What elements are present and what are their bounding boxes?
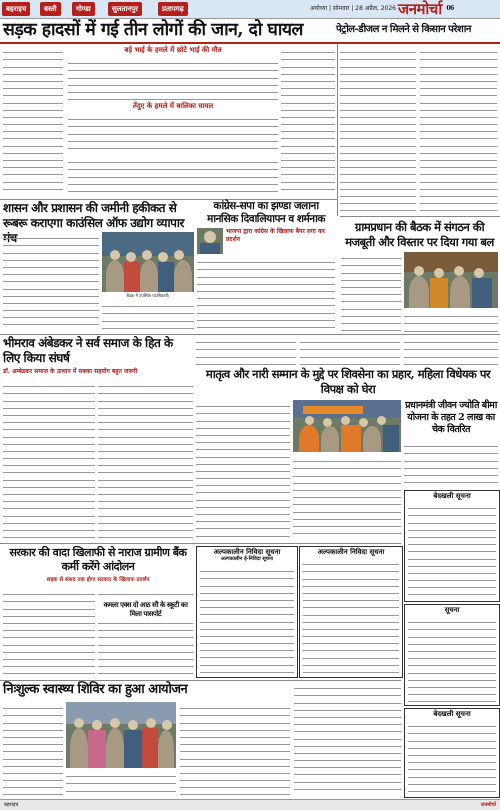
sarkar-subhead: सड़क से संसद तक होगा सरकार के खिलाफ प्रदर्शन <box>46 577 150 583</box>
section-divider-3 <box>0 543 401 544</box>
lead-subhead[interactable]: बड़े भाई के हमले में छोटे भाई की मौत <box>124 45 222 54</box>
bhimrao-body-1 <box>3 380 95 540</box>
matritva-headline[interactable]: मातृत्व और नारी सम्मान के मुद्दे पर शिवसेना का प्रहार, महिला विधेयक पर विपक्ष को घेरा <box>205 367 491 396</box>
congress-headline[interactable]: कांग्रेस-सपा का झण्डा जलाना मानसिक दिवालियापन व शर्मनाक <box>207 200 325 225</box>
bhimrao-subhead: डॉ. अम्बेडकर समाज के उत्थान में सबका सहयोग बहुत जरूरी <box>3 368 138 375</box>
health-camp-photo <box>66 702 176 768</box>
right-notice-title: अल्पकालीन निविदा सूचना <box>317 547 385 556</box>
shivsena-photo <box>293 400 401 452</box>
left-column-text <box>3 46 63 196</box>
section-divider-2 <box>0 334 500 335</box>
page-number: 06 <box>446 5 454 12</box>
right-top-headline[interactable]: पेट्रोल-डीजल न मिलने से किसान परेशान <box>336 24 471 35</box>
matritva-body-1 <box>196 400 290 540</box>
page-footer <box>0 799 500 810</box>
bedakhali-notice <box>404 490 500 602</box>
middle-tender-notice <box>196 546 298 678</box>
center-mid-body-2 <box>300 336 400 366</box>
lead-body-3 <box>68 156 278 196</box>
district-tab-basti[interactable]: बस्ती <box>40 2 61 16</box>
gram-body-2 <box>404 310 498 332</box>
right-mid-body <box>404 336 498 366</box>
nishulk-body-2 <box>66 770 176 796</box>
gram-body-1 <box>341 252 401 332</box>
bhimrao-headline[interactable]: भीमराव अंबेडकर ने सर्व समाज के हित के लिए किया संघर्ष <box>3 336 173 365</box>
center-column-text <box>281 46 335 196</box>
sarkar-body-1 <box>3 588 95 678</box>
right-top-body-1 <box>340 46 416 214</box>
right-bottom-notice-label: सूचना <box>444 605 460 614</box>
district-tab-pratapgarh[interactable]: प्रतापगढ़ <box>158 2 188 16</box>
right-tender-notice <box>299 546 403 678</box>
nishulk-body-3 <box>180 702 290 796</box>
nishulk-body-4 <box>294 682 401 796</box>
sarkar-headline[interactable]: सरकार की वादा खिलाफी से नाराज ग्रामीण बैंक कर्मी करेंगे आंदोलन <box>9 546 187 573</box>
right-bottom-notice <box>404 604 500 706</box>
shasan-body-2 <box>102 300 194 332</box>
masthead-text: जनमोर्चा <box>398 0 442 18</box>
shasan-body-1 <box>3 232 99 332</box>
shasan-headline[interactable]: शासन और प्रशासन की जमीनी हकीकत से रूबरू कराएगा काउंसिल ऑफ उद्योग व्यापार मंच <box>3 201 184 245</box>
nishulk-body-1 <box>3 702 63 796</box>
dateline: अयोध्या | सोमवार | 28 अप्रैल, 2026 <box>310 5 396 12</box>
right-divider <box>340 216 500 217</box>
middle-notice-subtitle: अल्पकालीन ई-निविदा सूचना <box>220 556 274 562</box>
center-mid-body <box>196 336 296 366</box>
bottom-bedakhali-title: बेदखली सूचना <box>433 709 471 718</box>
footer-left: बहराइच <box>4 802 19 808</box>
lead-body-1 <box>68 57 278 101</box>
district-tab-sultanpur[interactable]: सुलतानपुर <box>108 2 142 16</box>
photo-caption: बैठक में उपस्थित पदाधिकारी। <box>126 293 170 298</box>
gram-headline[interactable]: ग्रामप्रधान की बैठक में संगठन की मजबूती और विस्तार पर दिया गया बल <box>345 220 494 249</box>
middle-notice-title: अल्पकालीन निविदा सूचना <box>213 547 281 556</box>
lead-headline[interactable]: सड़क हादसों में गई तीन लोगों की जान, दो घायल <box>3 20 303 40</box>
pradhanmantri-body <box>404 440 498 486</box>
congress-body <box>197 256 335 332</box>
congress-thumb-photo <box>197 228 223 254</box>
lead-body-2 <box>68 113 278 153</box>
congress-subhead: भाजपा द्वारा कांग्रेस के खिलाफ बैनर लगा कर प्रदर्शन <box>226 228 326 243</box>
right-top-body-2 <box>420 46 497 214</box>
column-divider <box>337 44 338 216</box>
bottom-bedakhali-notice <box>404 708 500 798</box>
pradhanmantri-headline[interactable]: प्रधानमंत्री जीवन ज्योति बीमा योजना के तहत 2 लाख का चेक वितरित <box>405 400 497 435</box>
gram-photo <box>404 252 498 308</box>
meeting-photo <box>102 232 194 292</box>
matritva-body-2 <box>293 455 401 540</box>
section-divider-4 <box>0 680 401 681</box>
masthead-logo <box>398 0 500 18</box>
nishulk-headline[interactable]: निःशुल्क स्वास्थ्य शिविर का हुआ आयोजन <box>3 682 188 697</box>
lead-kicker[interactable]: तेंदुए के हमले में बालिका घायल <box>132 101 214 110</box>
kamla-headline[interactable]: कमला एक्स दो आठ सौ के स्कूटी का मिला पासपोर्ट <box>98 600 193 618</box>
headline-rule <box>0 42 500 44</box>
district-tab-bahraich[interactable]: बहराइच <box>2 2 30 16</box>
district-tab-gonda[interactable]: गोण्डा <box>72 2 95 16</box>
footer-right: जनमोर्चा <box>480 802 496 808</box>
bedakhali-title: बेदखली सूचना <box>433 491 471 500</box>
bhimrao-body-2 <box>98 380 193 540</box>
